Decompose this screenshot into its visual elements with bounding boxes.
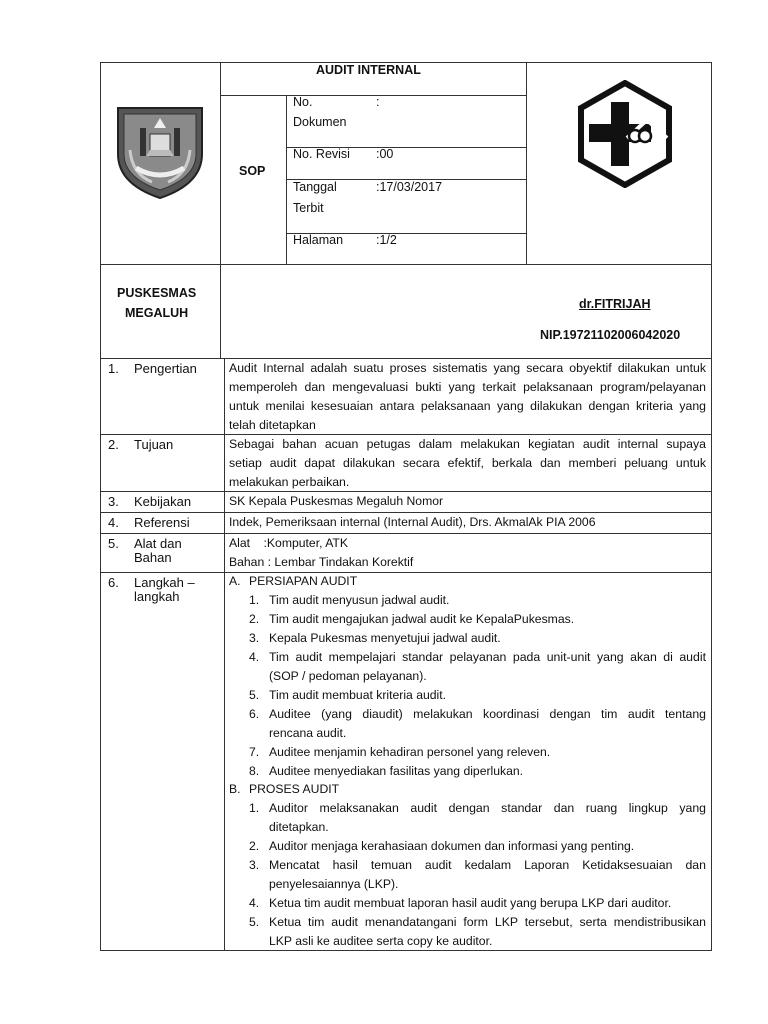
section-2-number: 2. — [108, 437, 119, 452]
list-item: Tim audit membuat kriteria audit. — [269, 688, 447, 702]
section-3-number: 3. — [108, 494, 119, 509]
list-item-continued: (SOP / pedoman pelayanan). — [269, 669, 427, 683]
part-a-title: PERSIAPAN AUDIT — [249, 574, 358, 588]
list-item: Tim audit mempelajari standar pelayanan pada unit-unit yang akan di audit — [269, 650, 706, 664]
org-name-line1: PUSKESMAS — [117, 286, 197, 300]
section-5-line-1: Alat :Komputer, ATK — [229, 536, 348, 550]
revision-value: :00 — [376, 147, 394, 161]
list-item: Auditor menjaga kerahasiaan dokumen dan informasi yang penting. — [269, 839, 635, 853]
list-item: Auditor melaksanakan audit dengan standar dan ruang lingkup yang — [269, 801, 706, 815]
list-item-continued: ditetapkan. — [269, 820, 329, 834]
sop-label: SOP — [239, 164, 266, 178]
list-item: Auditee (yang diaudit) melakukan koordinasi dengan tim audit tentang — [269, 707, 706, 721]
list-item: Ketua tim audit membuat laporan hasil audit yang berupa LKP dari auditor. — [269, 896, 672, 910]
list-item: Auditee menjamin kehadiran personel yang releven. — [269, 745, 551, 759]
doc-no-label-2: Dokumen — [293, 115, 347, 129]
list-item-number: 8. — [249, 764, 260, 778]
section-5-label-1: Alat dan — [134, 536, 182, 551]
part-b-title: PROSES AUDIT — [249, 782, 340, 796]
section-2-label: Tujuan — [134, 437, 174, 452]
signatory-nip: NIP.19721102006042020 — [540, 328, 681, 342]
page-value: :1/2 — [376, 233, 397, 247]
date-label: Tanggal — [293, 180, 337, 194]
list-item-number: 2. — [249, 839, 260, 853]
list-item-number: 3. — [249, 631, 260, 645]
list-item: Tim audit mengajukan jadwal audit ke KepalaPukesmas. — [269, 612, 575, 626]
section-5-label-2: Bahan — [134, 550, 172, 565]
list-item: Tim audit menyusun jadwal audit. — [269, 593, 450, 607]
list-item-number: 3. — [249, 858, 260, 872]
list-item-continued: LKP asli ke auditee serta copy ke auditor. — [269, 934, 493, 948]
regional-emblem-logo — [112, 104, 208, 200]
list-item-continued: penyelesaiannya (LKP). — [269, 877, 399, 891]
section-1-label: Pengertian — [134, 361, 197, 376]
list-item-number: 4. — [249, 650, 260, 664]
list-item-number: 2. — [249, 612, 260, 626]
part-a-letter: A. — [229, 574, 241, 588]
section-4-text: Indek, Pemeriksaan internal (Internal Audit), Drs. AkmalAk PIA 2006 — [229, 515, 596, 529]
section-1-number: 1. — [108, 361, 119, 376]
list-item-number: 1. — [249, 801, 260, 815]
list-item: Ketua tim audit menandatangani form LKP tersebut, serta mendistribusikan — [269, 915, 706, 929]
document-title: AUDIT INTERNAL — [316, 63, 421, 77]
date-value: :17/03/2017 — [376, 180, 443, 194]
section-6-label-2: langkah — [134, 589, 180, 604]
list-item-number: 6. — [249, 707, 260, 721]
doc-no-label: No. — [293, 95, 313, 109]
section-5-number: 5. — [108, 536, 119, 551]
section-4-label: Referensi — [134, 515, 190, 530]
signatory-name: dr.FITRIJAH — [579, 297, 651, 311]
page-label: Halaman — [293, 233, 344, 247]
org-name-line2: MEGALUH — [125, 306, 189, 320]
list-item-number: 5. — [249, 688, 260, 702]
revision-label: No. Revisi — [293, 147, 350, 161]
section-4-number: 4. — [108, 515, 119, 530]
list-item-number: 5. — [249, 915, 260, 929]
health-cross-logo — [571, 80, 679, 188]
list-item-continued: rencana audit. — [269, 726, 347, 740]
date-label-2: Terbit — [293, 201, 324, 215]
section-6-number: 6. — [108, 575, 119, 590]
section-6-label-1: Langkah – — [134, 575, 195, 590]
section-3-text: SK Kepala Puskesmas Megaluh Nomor — [229, 494, 444, 508]
doc-no-value: : — [376, 95, 380, 109]
list-item: Kepala Pukesmas menyetujui jadwal audit. — [269, 631, 501, 645]
list-item-number: 1. — [249, 593, 260, 607]
part-b-letter: B. — [229, 782, 241, 796]
section-5-line-2: Bahan : Lembar Tindakan Korektif — [229, 555, 414, 569]
list-item-number: 4. — [249, 896, 260, 910]
list-item-number: 7. — [249, 745, 260, 759]
list-item: Auditee menyediakan fasilitas yang diperlukan. — [269, 764, 524, 778]
section-3-label: Kebijakan — [134, 494, 192, 509]
list-item: Mencatat hasil temuan audit kedalam Laporan Ketidaksesuaian dan — [269, 858, 706, 872]
